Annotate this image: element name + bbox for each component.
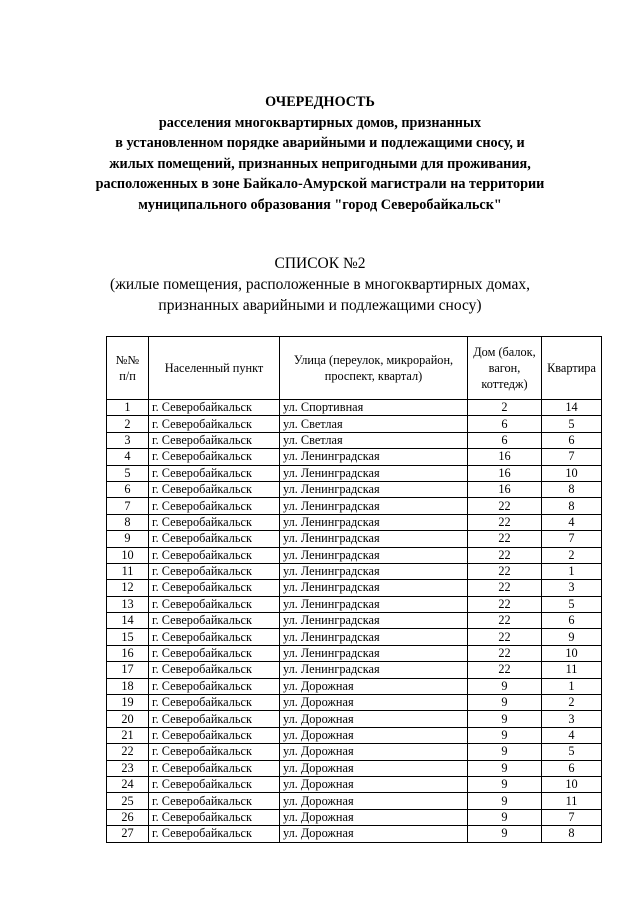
resettlement-table bbox=[106, 336, 602, 843]
cell-number: 5 bbox=[107, 465, 149, 481]
cell-house: 9 bbox=[468, 727, 542, 743]
table-row bbox=[107, 416, 602, 432]
cell-number: 10 bbox=[107, 547, 149, 563]
table-row bbox=[107, 776, 602, 792]
cell-street: ул. Ленинградская bbox=[280, 531, 468, 547]
cell-number: 1 bbox=[107, 400, 149, 416]
cell-settlement: г. Северобайкальск bbox=[149, 481, 280, 497]
cell-house: 22 bbox=[468, 547, 542, 563]
cell-number: 18 bbox=[107, 678, 149, 694]
cell-apartment: 4 bbox=[542, 727, 602, 743]
cell-house: 22 bbox=[468, 645, 542, 661]
cell-number: 12 bbox=[107, 580, 149, 596]
cell-number: 20 bbox=[107, 711, 149, 727]
cell-settlement: г. Северобайкальск bbox=[149, 793, 280, 809]
cell-settlement: г. Северобайкальск bbox=[149, 629, 280, 645]
cell-number: 22 bbox=[107, 744, 149, 760]
cell-street: ул. Ленинградская bbox=[280, 580, 468, 596]
cell-number: 17 bbox=[107, 662, 149, 678]
cell-street: ул. Ленинградская bbox=[280, 449, 468, 465]
cell-settlement: г. Северобайкальск bbox=[149, 645, 280, 661]
cell-apartment: 7 bbox=[542, 809, 602, 825]
column-header-house: Дом (балок, вагон, коттедж) bbox=[468, 337, 542, 400]
cell-settlement: г. Северобайкальск bbox=[149, 580, 280, 596]
table-row bbox=[107, 678, 602, 694]
cell-settlement: г. Северобайкальск bbox=[149, 563, 280, 579]
document-heading bbox=[0, 92, 640, 215]
document-subtitle-line: жилых помещений, признанных непригодными для проживания, bbox=[109, 155, 531, 172]
cell-apartment: 6 bbox=[542, 760, 602, 776]
cell-street: ул. Светлая bbox=[280, 416, 468, 432]
cell-number: 27 bbox=[107, 826, 149, 842]
table-row bbox=[107, 613, 602, 629]
cell-street: ул. Ленинградская bbox=[280, 613, 468, 629]
cell-number: 26 bbox=[107, 809, 149, 825]
cell-street: ул. Светлая bbox=[280, 432, 468, 448]
cell-settlement: г. Северобайкальск bbox=[149, 744, 280, 760]
cell-settlement: г. Северобайкальск bbox=[149, 547, 280, 563]
table-row bbox=[107, 498, 602, 514]
cell-apartment: 3 bbox=[542, 711, 602, 727]
cell-house: 16 bbox=[468, 465, 542, 481]
cell-number: 16 bbox=[107, 645, 149, 661]
cell-street: ул. Дорожная bbox=[280, 727, 468, 743]
document-subtitle-line: муниципального образования "город Северобайкальск" bbox=[138, 196, 502, 213]
cell-number: 9 bbox=[107, 531, 149, 547]
cell-apartment: 7 bbox=[542, 449, 602, 465]
cell-apartment: 11 bbox=[542, 662, 602, 678]
table-row bbox=[107, 514, 602, 530]
cell-street: ул. Дорожная bbox=[280, 826, 468, 842]
cell-house: 22 bbox=[468, 580, 542, 596]
column-header-apartment: Квартира bbox=[542, 337, 602, 400]
cell-number: 24 bbox=[107, 776, 149, 792]
cell-settlement: г. Северобайкальск bbox=[149, 678, 280, 694]
cell-settlement: г. Северобайкальск bbox=[149, 498, 280, 514]
document-subtitle-line: расположенных в зоне Байкало-Амурской магистрали на территории bbox=[95, 176, 545, 192]
table-row bbox=[107, 809, 602, 825]
cell-street: ул. Дорожная bbox=[280, 744, 468, 760]
cell-house: 22 bbox=[468, 596, 542, 612]
table-body bbox=[107, 400, 602, 843]
cell-settlement: г. Северобайкальск bbox=[149, 695, 280, 711]
cell-street: ул. Ленинградская bbox=[280, 498, 468, 514]
cell-number: 6 bbox=[107, 481, 149, 497]
column-header-street: Улица (переулок, микрорайон, проспект, квартал) bbox=[280, 337, 468, 400]
cell-house: 9 bbox=[468, 744, 542, 760]
cell-number: 23 bbox=[107, 760, 149, 776]
table-row bbox=[107, 580, 602, 596]
cell-house: 22 bbox=[468, 531, 542, 547]
table-row bbox=[107, 449, 602, 465]
cell-settlement: г. Северобайкальск bbox=[149, 432, 280, 448]
table-row bbox=[107, 465, 602, 481]
cell-number: 13 bbox=[107, 596, 149, 612]
cell-house: 16 bbox=[468, 449, 542, 465]
table-row bbox=[107, 695, 602, 711]
table-row bbox=[107, 596, 602, 612]
list-heading bbox=[0, 253, 640, 316]
cell-house: 9 bbox=[468, 760, 542, 776]
document-subtitle-line: расселения многоквартирных домов, признанных bbox=[158, 114, 482, 131]
cell-apartment: 14 bbox=[542, 400, 602, 416]
cell-apartment: 10 bbox=[542, 776, 602, 792]
list-description-line: признанных аварийными и подлежащими сносу) bbox=[158, 297, 482, 314]
cell-street: ул. Дорожная bbox=[280, 776, 468, 792]
table-row bbox=[107, 662, 602, 678]
table-row bbox=[107, 744, 602, 760]
cell-house: 22 bbox=[468, 563, 542, 579]
cell-apartment: 8 bbox=[542, 498, 602, 514]
cell-apartment: 1 bbox=[542, 563, 602, 579]
table-row bbox=[107, 793, 602, 809]
cell-street: ул. Ленинградская bbox=[280, 465, 468, 481]
cell-number: 11 bbox=[107, 563, 149, 579]
cell-apartment: 7 bbox=[542, 531, 602, 547]
table-row bbox=[107, 760, 602, 776]
column-header-settlement: Населенный пункт bbox=[149, 337, 280, 400]
cell-apartment: 5 bbox=[542, 416, 602, 432]
table-row bbox=[107, 481, 602, 497]
cell-house: 22 bbox=[468, 613, 542, 629]
cell-street: ул. Ленинградская bbox=[280, 645, 468, 661]
cell-street: ул. Дорожная bbox=[280, 711, 468, 727]
cell-house: 9 bbox=[468, 826, 542, 842]
table-row bbox=[107, 547, 602, 563]
table-row bbox=[107, 645, 602, 661]
cell-apartment: 9 bbox=[542, 629, 602, 645]
table-row bbox=[107, 727, 602, 743]
cell-number: 7 bbox=[107, 498, 149, 514]
column-header-number: №№ п/п bbox=[107, 337, 149, 400]
cell-street: ул. Ленинградская bbox=[280, 514, 468, 530]
cell-apartment: 11 bbox=[542, 793, 602, 809]
cell-street: ул. Ленинградская bbox=[280, 481, 468, 497]
cell-settlement: г. Северобайкальск bbox=[149, 826, 280, 842]
cell-apartment: 3 bbox=[542, 580, 602, 596]
cell-apartment: 10 bbox=[542, 645, 602, 661]
cell-house: 9 bbox=[468, 809, 542, 825]
cell-apartment: 2 bbox=[542, 547, 602, 563]
cell-settlement: г. Северобайкальск bbox=[149, 514, 280, 530]
cell-settlement: г. Северобайкальск bbox=[149, 596, 280, 612]
cell-street: ул. Ленинградская bbox=[280, 547, 468, 563]
list-description-line: (жилые помещения, расположенные в многоквартирных домах, bbox=[110, 276, 530, 293]
document-title: ОЧЕРЕДНОСТЬ bbox=[265, 94, 375, 110]
cell-house: 6 bbox=[468, 432, 542, 448]
cell-settlement: г. Северобайкальск bbox=[149, 711, 280, 727]
list-title: СПИСОК №2 bbox=[274, 255, 366, 272]
cell-settlement: г. Северобайкальск bbox=[149, 776, 280, 792]
cell-apartment: 1 bbox=[542, 678, 602, 694]
cell-house: 22 bbox=[468, 629, 542, 645]
cell-house: 2 bbox=[468, 400, 542, 416]
cell-settlement: г. Северобайкальск bbox=[149, 449, 280, 465]
table-row bbox=[107, 400, 602, 416]
table-row bbox=[107, 629, 602, 645]
table-row bbox=[107, 531, 602, 547]
cell-house: 22 bbox=[468, 662, 542, 678]
cell-street: ул. Дорожная bbox=[280, 695, 468, 711]
cell-number: 15 bbox=[107, 629, 149, 645]
cell-apartment: 5 bbox=[542, 596, 602, 612]
cell-house: 9 bbox=[468, 793, 542, 809]
cell-settlement: г. Северобайкальск bbox=[149, 465, 280, 481]
cell-street: ул. Ленинградская bbox=[280, 662, 468, 678]
cell-street: ул. Спортивная bbox=[280, 400, 468, 416]
cell-house: 9 bbox=[468, 776, 542, 792]
cell-settlement: г. Северобайкальск bbox=[149, 613, 280, 629]
cell-house: 9 bbox=[468, 678, 542, 694]
cell-number: 4 bbox=[107, 449, 149, 465]
cell-apartment: 8 bbox=[542, 826, 602, 842]
cell-house: 16 bbox=[468, 481, 542, 497]
cell-settlement: г. Северобайкальск bbox=[149, 727, 280, 743]
cell-house: 9 bbox=[468, 695, 542, 711]
table-row bbox=[107, 711, 602, 727]
cell-number: 8 bbox=[107, 514, 149, 530]
cell-street: ул. Ленинградская bbox=[280, 596, 468, 612]
cell-settlement: г. Северобайкальск bbox=[149, 809, 280, 825]
cell-street: ул. Ленинградская bbox=[280, 563, 468, 579]
cell-settlement: г. Северобайкальск bbox=[149, 662, 280, 678]
cell-number: 14 bbox=[107, 613, 149, 629]
table-row bbox=[107, 432, 602, 448]
cell-street: ул. Дорожная bbox=[280, 793, 468, 809]
cell-apartment: 2 bbox=[542, 695, 602, 711]
cell-house: 22 bbox=[468, 514, 542, 530]
cell-apartment: 6 bbox=[542, 432, 602, 448]
cell-street: ул. Дорожная bbox=[280, 678, 468, 694]
cell-apartment: 6 bbox=[542, 613, 602, 629]
cell-apartment: 8 bbox=[542, 481, 602, 497]
cell-house: 22 bbox=[468, 498, 542, 514]
cell-settlement: г. Северобайкальск bbox=[149, 531, 280, 547]
cell-number: 21 bbox=[107, 727, 149, 743]
cell-apartment: 4 bbox=[542, 514, 602, 530]
cell-number: 19 bbox=[107, 695, 149, 711]
table-row bbox=[107, 826, 602, 842]
cell-apartment: 5 bbox=[542, 744, 602, 760]
cell-number: 2 bbox=[107, 416, 149, 432]
table-row bbox=[107, 563, 602, 579]
cell-settlement: г. Северобайкальск bbox=[149, 416, 280, 432]
cell-number: 3 bbox=[107, 432, 149, 448]
cell-settlement: г. Северобайкальск bbox=[149, 760, 280, 776]
cell-street: ул. Дорожная bbox=[280, 809, 468, 825]
cell-house: 6 bbox=[468, 416, 542, 432]
document-subtitle-line: в установленном порядке аварийными и подлежащими сносу, и bbox=[115, 135, 525, 151]
cell-street: ул. Дорожная bbox=[280, 760, 468, 776]
cell-apartment: 10 bbox=[542, 465, 602, 481]
cell-house: 9 bbox=[468, 711, 542, 727]
table-header-row bbox=[107, 337, 602, 400]
cell-street: ул. Ленинградская bbox=[280, 629, 468, 645]
cell-settlement: г. Северобайкальск bbox=[149, 400, 280, 416]
cell-number: 25 bbox=[107, 793, 149, 809]
